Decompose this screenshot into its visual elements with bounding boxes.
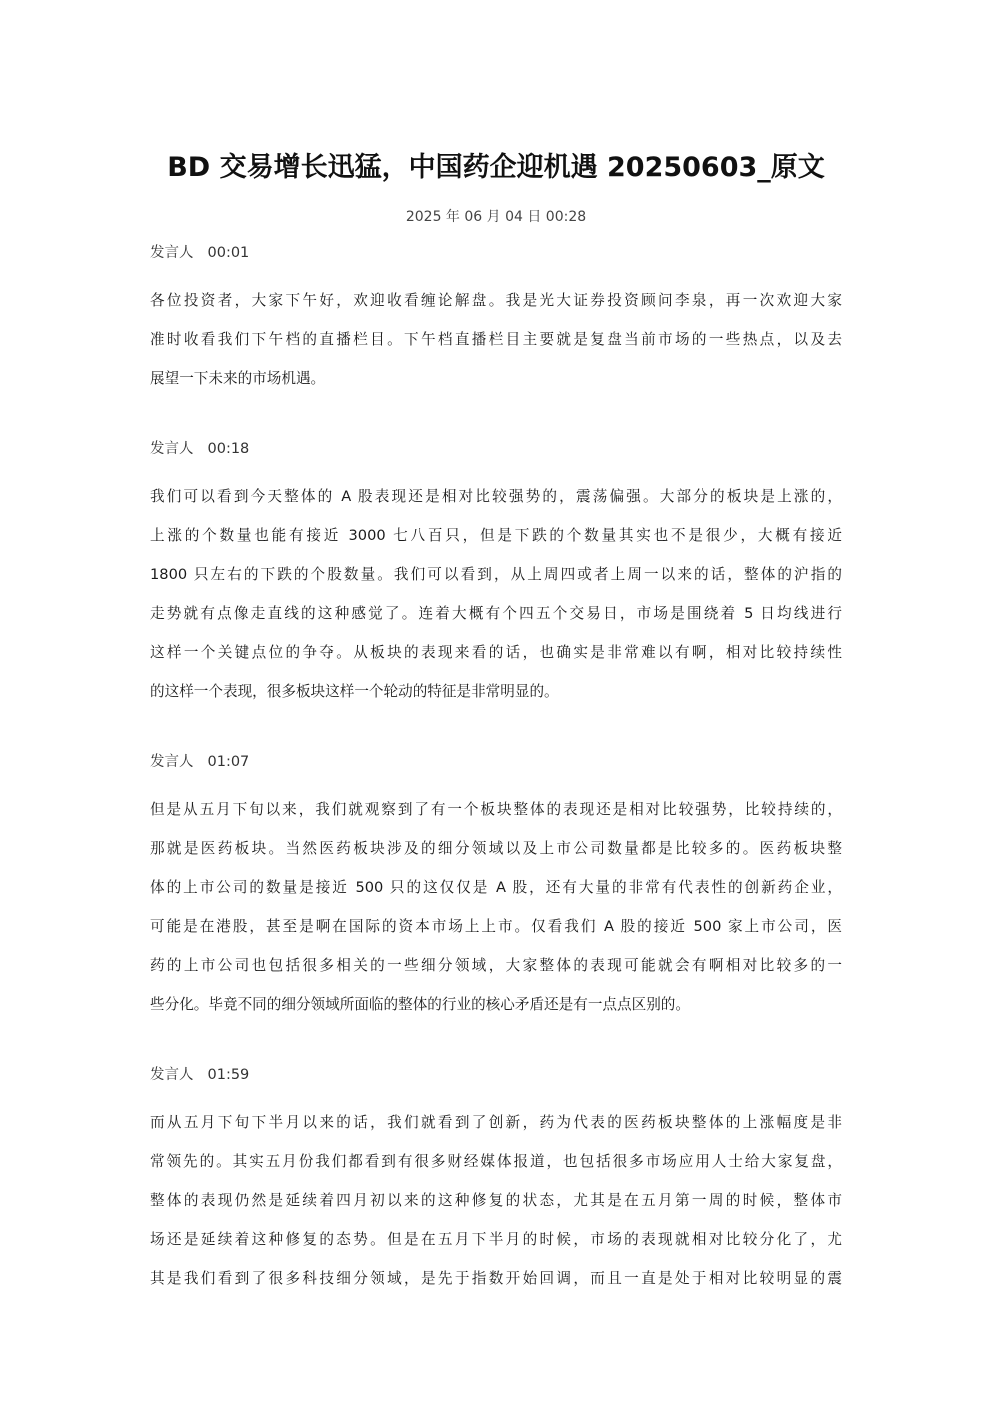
- paragraph-line: 走势就有点像走直线的这种感觉了。连着大概有个四五个交易日，市场是围绕着 5 日均线进行: [150, 605, 842, 622]
- speaker-timestamp: 00:01: [207, 245, 250, 261]
- paragraph-line: 其是我们看到了很多科技细分领域，是先于指数开始回调，而且一直是处于相对比较明显的震: [150, 1270, 842, 1287]
- speaker-header: [150, 751, 842, 773]
- document-title: BD 交易增长迅猛，中国药企迎机遇 20250603_原文: [167, 152, 825, 183]
- paragraph-line: 药的上市公司也包括很多相关的一些细分领域，大家整体的表现可能就会有啊相对比较多的一: [150, 957, 842, 974]
- speaker-label: 发言人: [150, 754, 194, 770]
- paragraph-line: 些分化。毕竟不同的细分领域所面临的整体的行业的核心矛盾还是有一点点区别的。: [150, 996, 690, 1013]
- transcript-paragraph: [150, 281, 842, 398]
- speaker-label: 发言人: [150, 245, 194, 261]
- transcript-paragraph: [150, 1103, 842, 1298]
- speaker-header: [150, 438, 842, 460]
- paragraph-line: 而从五月下旬下半月以来的话，我们就看到了创新，药为代表的医药板块整体的上涨幅度是非: [150, 1114, 842, 1131]
- document-date: 2025 年 06 月 04 日 00:28: [405, 209, 587, 225]
- paragraph-line: 整体的表现仍然是延续着四月初以来的这种修复的状态，尤其是在五月第一周的时候，整体市: [150, 1192, 842, 1209]
- transcript-paragraph: [150, 790, 842, 1024]
- paragraph-line: 可能是在港股，甚至是啊在国际的资本市场上上市。仅看我们 A 股的接近 500 家上市公司，医: [150, 918, 842, 935]
- document-page: [150, 0, 842, 1298]
- transcript-section: [150, 751, 842, 1024]
- speaker-header: [150, 242, 842, 264]
- paragraph-line: 的这样一个表现，很多板块这样一个轮动的特征是非常明显的。: [150, 683, 559, 700]
- paragraph-line: 1800 只左右的下跌的个股数量。我们可以看到，从上周四或者上周一以来的话，整体的沪指的: [150, 566, 842, 583]
- speaker-label: 发言人: [150, 1067, 194, 1083]
- transcript-section: [150, 438, 842, 711]
- speaker-timestamp: 01:59: [207, 1067, 250, 1083]
- paragraph-line: 但是从五月下旬以来，我们就观察到了有一个板块整体的表现还是相对比较强势，比较持续的，: [150, 801, 842, 818]
- paragraph-line: 各位投资者，大家下午好，欢迎收看缠论解盘。我是光大证券投资顾问李泉，再一次欢迎大家: [150, 292, 842, 309]
- transcript-section: [150, 242, 842, 398]
- paragraph-line: 准时收看我们下午档的直播栏目。下午档直播栏目主要就是复盘当前市场的一些热点，以及去: [150, 331, 842, 348]
- transcript-paragraph: [150, 477, 842, 711]
- paragraph-line: 展望一下未来的市场机遇。: [150, 370, 326, 387]
- paragraph-line: 这样一个关键点位的争夺。从板块的表现来看的话，也确实是非常难以有啊，相对比较持续性: [150, 644, 842, 661]
- speaker-header: [150, 1064, 842, 1086]
- paragraph-line: 体的上市公司的数量是接近 500 只的这仅仅是 A 股，还有大量的非常有代表性的创新药企业，: [150, 879, 842, 896]
- paragraph-line: 常领先的。其实五月份我们都看到有很多财经媒体报道，也包括很多市场应用人士给大家复盘，: [150, 1153, 842, 1170]
- transcript-section: [150, 1064, 842, 1298]
- paragraph-line: 那就是医药板块。当然医药板块涉及的细分领域以及上市公司数量都是比较多的。医药板块整: [150, 840, 842, 857]
- paragraph-line: 上涨的个数量也能有接近 3000 七八百只，但是下跌的个数量其实也不是很少，大概有接近: [150, 527, 842, 544]
- paragraph-line: 我们可以看到今天整体的 A 股表现还是相对比较强势的，震荡偏强。大部分的板块是上涨的，: [150, 488, 842, 505]
- speaker-label: 发言人: [150, 441, 194, 457]
- paragraph-line: 场还是延续着这种修复的态势。但是在五月下半月的时候，市场的表现就相对比较分化了，尤: [150, 1231, 842, 1248]
- speaker-timestamp: 00:18: [207, 441, 250, 457]
- speaker-timestamp: 01:07: [207, 754, 250, 770]
